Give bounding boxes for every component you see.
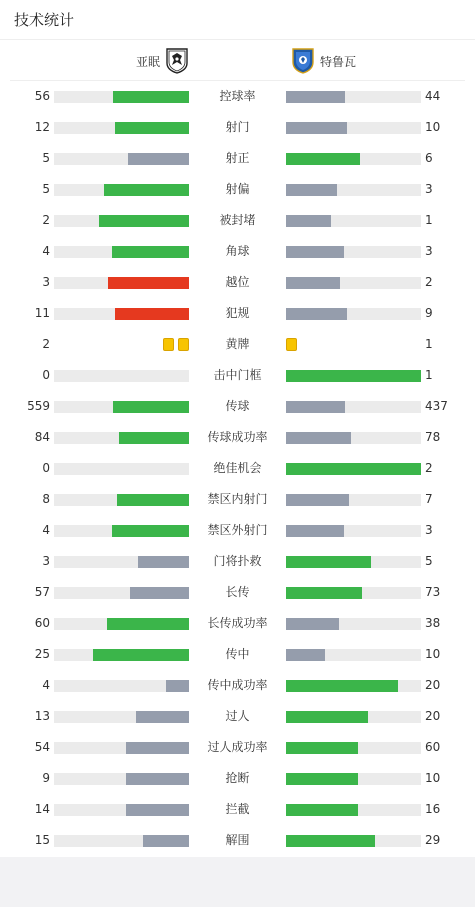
away-stat-value: 20 [425,678,441,692]
away-stat-bar [286,153,360,165]
home-stat-value: 8 [42,492,50,506]
away-stat-bar [286,91,345,103]
home-stat-bar-track [54,370,189,382]
home-stat-bar-track [54,277,189,289]
away-stat-value: 6 [425,151,433,165]
away-stat-bar-track [286,215,421,227]
away-stat-bar-track [286,804,421,816]
away-stat-value: 10 [425,120,441,134]
home-stat-bar [119,432,189,444]
stat-label: 传中成功率 [207,678,268,692]
stat-row [0,205,475,236]
home-stat-value: 25 [34,647,50,661]
stat-label: 黄牌 [225,337,250,351]
stat-label: 门将扑救 [213,554,262,568]
stat-row [0,794,475,825]
stat-row [0,608,475,639]
away-stat-bar-track [286,835,421,847]
home-stat-bar [115,308,189,320]
home-stat-bar-track [54,401,189,413]
away-team-name: 特鲁瓦 [320,54,357,69]
home-stat-value: 60 [34,616,50,630]
stat-label: 传球 [225,399,250,413]
away-stat-bar-track [286,432,421,444]
away-stat-bar-track [286,370,421,382]
home-stat-value: 15 [34,833,50,847]
away-stat-bar-track [286,246,421,258]
away-stat-bar [286,556,371,568]
away-stat-bar [286,122,347,134]
home-stat-bar [115,122,189,134]
stat-row [0,360,475,391]
away-stat-bar [286,835,375,847]
away-stat-bar [286,246,344,258]
away-stat-bar-track [286,277,421,289]
home-stat-value: 2 [42,213,50,227]
home-stat-bar [126,773,189,785]
home-stat-bar [136,711,189,723]
home-stat-bar [143,835,189,847]
home-stat-bar-track [54,246,189,258]
away-stat-value: 73 [425,585,441,599]
home-stat-value: 3 [42,554,50,568]
home-stat-bar-track [54,680,189,692]
home-stat-bar [113,401,189,413]
home-stat-value: 9 [42,771,50,785]
away-stat-value: 7 [425,492,433,506]
stat-label: 禁区内射门 [207,492,268,506]
away-stat-bar [286,184,337,196]
away-stat-bar-track [286,525,421,537]
away-stat-value: 3 [425,523,433,537]
away-stat-bar-track [286,463,421,475]
away-stat-bar-track [286,494,421,506]
stat-row [0,670,475,701]
away-stat-bar-track [286,742,421,754]
away-stat-value: 29 [425,833,441,847]
home-stat-value: 2 [42,337,50,351]
away-yellow-cards [286,338,421,351]
away-stat-bar-track [286,618,421,630]
stat-row [0,391,475,422]
away-stat-bar-track [286,680,421,692]
home-stat-value: 14 [34,802,50,816]
away-stat-bar [286,742,358,754]
home-stat-bar-track [54,649,189,661]
home-stat-bar-track [54,215,189,227]
yellow-card-icon [163,338,174,351]
home-stat-bar-track [54,91,189,103]
home-stat-value: 559 [27,399,50,413]
away-stat-bar [286,711,368,723]
home-stat-bar [107,618,189,630]
away-stat-bar [286,401,345,413]
home-stat-bar-track [54,525,189,537]
home-stat-bar [112,246,189,258]
stat-label: 传中 [225,647,250,661]
away-stat-value: 9 [425,306,433,320]
home-team-name: 亚眠 [135,54,160,69]
home-stat-bar [130,587,189,599]
stats-list [0,81,475,856]
amiens-crest-icon [166,48,188,74]
stat-row [0,732,475,763]
home-stat-bar-track [54,742,189,754]
home-stat-bar [166,680,189,692]
stat-label: 越位 [225,275,250,289]
home-stat-bar [113,91,189,103]
stat-row [0,298,475,329]
away-stat-bar [286,370,421,382]
home-stat-value: 54 [34,740,50,754]
away-stat-bar [286,308,347,320]
home-stat-value: 0 [42,461,50,475]
stat-row [0,825,475,856]
stat-label: 过人 [225,709,250,723]
away-stat-value: 10 [425,771,441,785]
stat-row [0,484,475,515]
away-stat-bar-track [286,122,421,134]
home-stat-value: 11 [34,306,50,320]
home-stat-bar-track [54,587,189,599]
troyes-crest-icon [292,48,314,74]
home-stat-value: 57 [34,585,50,599]
away-stat-bar [286,773,358,785]
away-stat-value: 10 [425,647,441,661]
stat-row [0,267,475,298]
home-stat-value: 13 [34,709,50,723]
away-stat-value: 60 [425,740,441,754]
home-stat-bar-track [54,618,189,630]
stat-row [0,112,475,143]
home-stat-bar-track [54,804,189,816]
stat-row [0,81,475,112]
home-stat-bar-track [54,711,189,723]
home-stat-bar-track [54,122,189,134]
stat-row [0,236,475,267]
home-stat-bar-track [54,153,189,165]
away-stat-value: 38 [425,616,441,630]
home-stat-bar [93,649,189,661]
home-yellow-cards [54,338,189,351]
stat-label: 解围 [225,833,250,847]
home-team[interactable] [136,48,188,74]
stat-row [0,453,475,484]
stat-label: 射门 [225,120,250,134]
stat-label: 长传 [225,585,250,599]
home-stat-bar-track [54,494,189,506]
away-stat-bar [286,525,344,537]
yellow-card-icon [178,338,189,351]
away-stat-value: 2 [425,275,433,289]
away-stat-value: 3 [425,182,433,196]
away-stat-bar-track [286,308,421,320]
stat-label: 角球 [225,244,250,258]
home-stat-bar-track [54,463,189,475]
stat-row [0,174,475,205]
stat-label: 被封堵 [219,213,256,227]
away-stat-value: 16 [425,802,441,816]
away-stat-bar [286,618,339,630]
away-stat-bar [286,804,358,816]
away-stat-bar [286,463,421,475]
stat-row [0,546,475,577]
home-stat-bar-track [54,432,189,444]
stat-label: 传球成功率 [207,430,268,444]
stat-row [0,143,475,174]
home-stat-value: 84 [34,430,50,444]
home-stat-bar-track [54,773,189,785]
away-stat-bar-track [286,711,421,723]
stat-row [0,577,475,608]
away-stat-value: 1 [425,213,433,227]
away-stat-value: 3 [425,244,433,258]
home-stat-bar [126,804,189,816]
home-stat-bar [112,525,189,537]
away-stat-bar-track [286,184,421,196]
stat-label: 击中门框 [213,368,262,382]
stat-row [0,329,475,360]
away-team[interactable] [292,48,356,74]
away-stat-bar [286,215,331,227]
stat-label: 射偏 [225,182,250,196]
home-stat-bar [104,184,189,196]
home-stat-value: 4 [42,678,50,692]
away-stat-bar [286,649,325,661]
away-stat-value: 5 [425,554,433,568]
home-stat-bar [138,556,189,568]
stat-label: 拦截 [225,802,250,816]
away-stat-bar [286,587,362,599]
away-stat-value: 1 [425,337,433,351]
stat-label: 抢断 [225,771,250,785]
away-stat-bar-track [286,91,421,103]
home-stat-value: 5 [42,182,50,196]
home-stat-value: 5 [42,151,50,165]
home-stat-value: 0 [42,368,50,382]
stat-label: 过人成功率 [207,740,268,754]
home-stat-value: 56 [34,89,50,103]
stat-label: 长传成功率 [207,616,268,630]
stat-label: 禁区外射门 [207,523,268,537]
home-stat-bar [108,277,189,289]
teams-header [10,41,465,81]
stat-row [0,763,475,794]
stat-row [0,701,475,732]
away-stat-value: 437 [425,399,448,413]
home-stat-bar [99,215,189,227]
yellow-card-icon [286,338,297,351]
away-stat-bar-track [286,649,421,661]
home-stat-value: 4 [42,244,50,258]
stat-row [0,515,475,546]
away-stat-value: 78 [425,430,441,444]
home-stat-bar-track [54,556,189,568]
stat-label: 控球率 [219,89,256,103]
stat-row [0,639,475,670]
away-stat-bar-track [286,153,421,165]
home-stat-bar [126,742,189,754]
stat-label: 绝佳机会 [213,461,262,475]
home-stat-value: 12 [34,120,50,134]
stat-label: 犯规 [225,306,250,320]
away-stat-value: 20 [425,709,441,723]
away-stat-bar-track [286,773,421,785]
home-stat-bar-track [54,184,189,196]
away-stat-bar [286,432,351,444]
home-stat-value: 3 [42,275,50,289]
home-stat-bar [117,494,189,506]
home-stat-bar [128,153,189,165]
stat-label: 射正 [225,151,250,165]
stat-row [0,422,475,453]
section-title: 技术统计 [0,0,475,40]
home-stat-value: 4 [42,523,50,537]
away-stat-bar [286,277,340,289]
away-stat-bar [286,680,398,692]
away-stat-value: 44 [425,89,441,103]
away-stat-bar-track [286,401,421,413]
away-stat-value: 2 [425,461,433,475]
away-stat-bar-track [286,587,421,599]
away-stat-value: 1 [425,368,433,382]
home-stat-bar-track [54,835,189,847]
away-stat-bar [286,494,349,506]
home-stat-bar-track [54,308,189,320]
away-stat-bar-track [286,556,421,568]
